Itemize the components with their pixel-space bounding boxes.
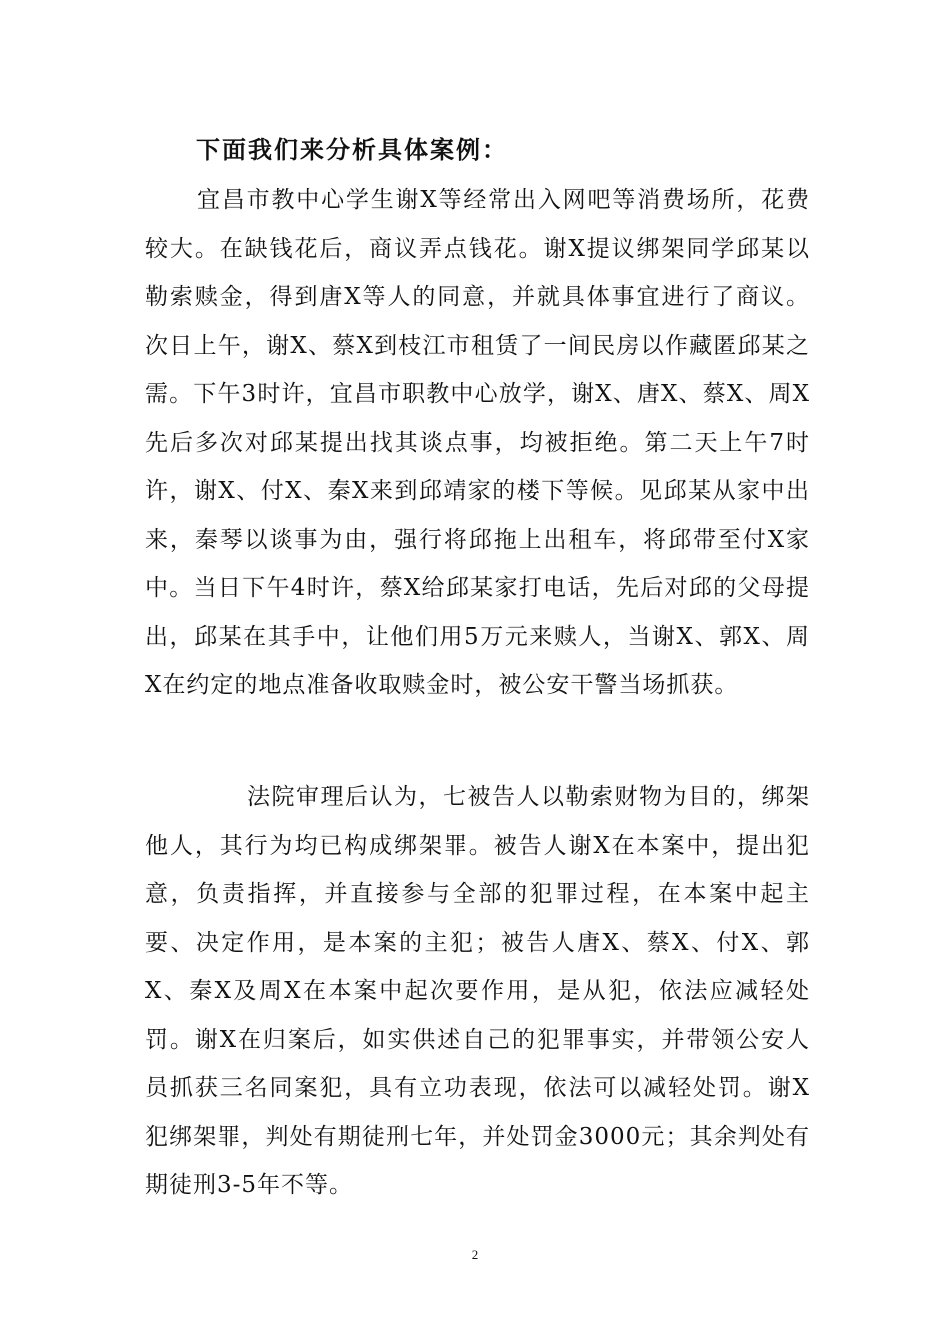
court-judgment-paragraph: 法院审理后认为，七被告人以勒索财物为目的，绑架他人，其行为均已构成绑架罪。被告人谢X在本案中，提出犯意，负责指挥，并直接参与全部的犯罪过程，在本案中起主要、决定作用，是本案的主犯；被告人唐X、蔡X、付X、郭X、秦X及周X在本案中起次要作用，是从犯，依法应减轻处罚。谢X在归案后，如实供述自己的犯罪事实，并带领公安人员抓获三名同案犯，具有立功表现，依法可以减轻处罚。谢X犯绑架罪，判处有期徒刑七年，并处罚金3000元；其余判处有期徒刑3-5年不等。 — [145, 784, 810, 1198]
section-heading: 下面我们来分析具体案例： — [196, 135, 508, 164]
case-description-paragraph: 宜昌市教中心学生谢X等经常出入网吧等消费场所，花费较大。在缺钱花后，商议弄点钱花。谢X提议绑架同学邱某以勒索赎金，得到唐X等人的同意，并就具体事宜进行了商议。次日上午，谢X、蔡X到枝江市租赁了一间民房以作藏匿邱某之需。下午3时许，宜昌市职教中心放学，谢X、唐X、蔡X、周X先后多次对邱某提出找其谈点事，均被拒绝。第二天上午7时许，谢X、付X、秦X来到邱靖家的楼下等候。见邱某从家中出来，秦琴以谈事为由，强行将邱拖上出租车，将邱带至付X家中。当日下午4时许，蔡X给邱某家打电话，先后对邱的父母提出，邱某在其手中，让他们用5万元来赎人，当谢X、郭X、周X在约定的地点准备收取赎金时，被公安干警当场抓获。 — [145, 187, 810, 698]
page-number: 2 — [471, 1247, 479, 1262]
